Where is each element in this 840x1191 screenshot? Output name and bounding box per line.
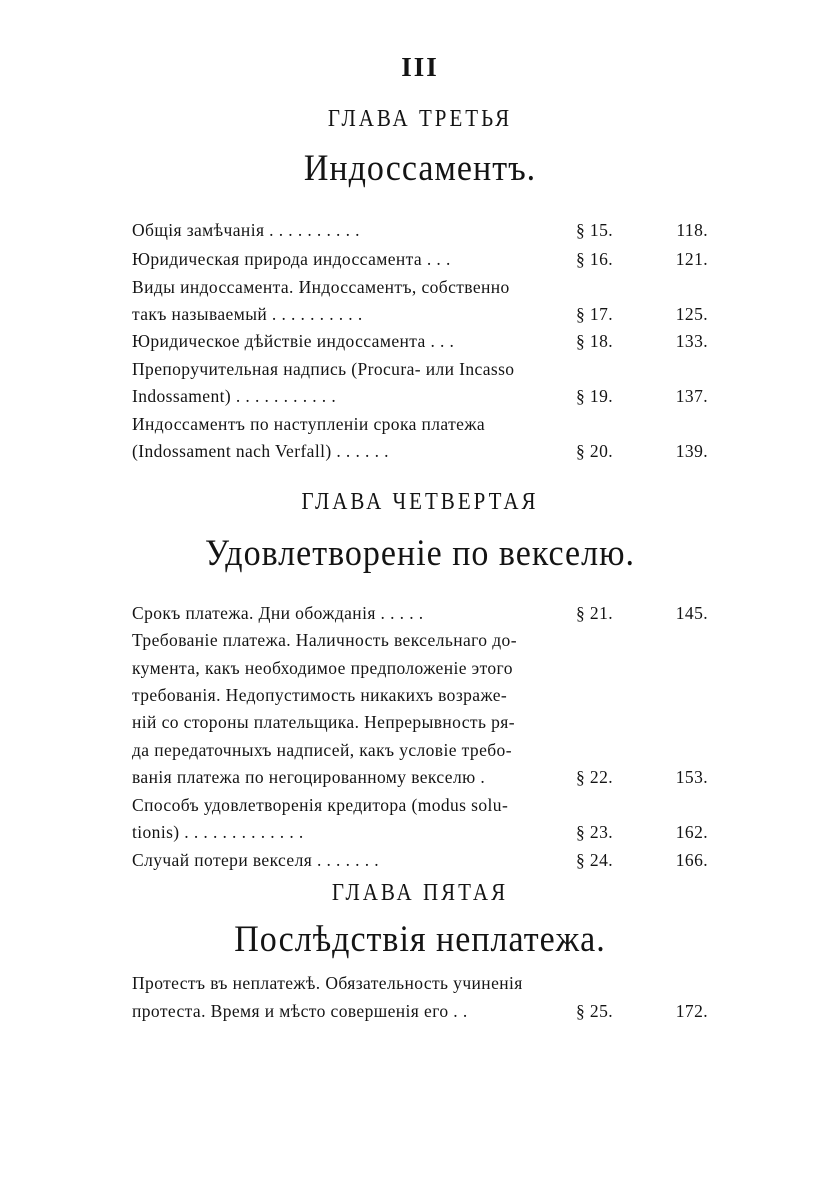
toc-entry-section: § 18. [576, 331, 613, 351]
toc-entry-page: 121. [675, 249, 708, 269]
toc-entry-text: Препоручительная надпись (Procura- или Incasso [132, 359, 515, 379]
chapter-4-title: Удовлетвореніе по векселю. [204, 533, 636, 574]
toc-entry-page: 118. [676, 220, 708, 240]
toc-entry-text: Случай потери векселя . . . . . . . [132, 850, 380, 870]
toc-entry-page: 166. [675, 850, 708, 870]
toc-entry-section: § 15. [576, 220, 613, 240]
toc-entry-section: § 17. [576, 304, 613, 324]
toc-entry-text: Юридическая природа индоссамента . . . [132, 249, 451, 269]
toc-entry-page: 139. [675, 441, 708, 461]
toc-entry-page: 172. [675, 1001, 708, 1021]
page-number: III [401, 52, 439, 82]
toc-entry-text: да передаточныхъ надписей, какъ условіе требо- [132, 740, 512, 760]
toc-entry-section: § 25. [576, 1001, 613, 1021]
toc-entry-section: § 24. [576, 850, 613, 870]
toc-entry-text: Требованіе платежа. Наличность вексельнаго до- [132, 630, 517, 650]
toc-entry-page: 145. [675, 603, 708, 623]
toc-entry-section: § 19. [576, 386, 613, 406]
toc-entry-section: § 23. [576, 822, 613, 842]
toc-entry-page: 137. [675, 386, 708, 406]
chapter-5-heading: ГЛАВА ПЯТАЯ [331, 878, 509, 906]
toc-entry-text: кумента, какъ необходимое предположеніе этого [132, 658, 513, 678]
toc-entry-text: ній со стороны плательщика. Непрерывность ря- [132, 712, 515, 732]
chapter-3-heading: ГЛАВА ТРЕТЬЯ [327, 104, 513, 132]
toc-entry-text: (Indossament nach Verfall) . . . . . . [132, 441, 389, 461]
toc-entry-page: 153. [675, 767, 708, 787]
toc-entry-text: Индоссаментъ по наступленіи срока платежа [132, 414, 486, 434]
toc-entry-text: tionis) . . . . . . . . . . . . . [132, 822, 304, 842]
chapter-3-title: Индоссаментъ. [303, 148, 537, 189]
toc-entry-text: ванія платежа по негоцированному векселю . [132, 767, 486, 787]
toc-entry-section: § 20. [576, 441, 613, 461]
toc-entry-text: Способъ удовлетворенія кредитора (modus solu- [132, 795, 509, 815]
toc-entry-section: § 16. [576, 249, 613, 269]
chapter-4-heading: ГЛАВА ЧЕТВЕРТАЯ [301, 487, 539, 515]
toc-entry-text: такъ называемый . . . . . . . . . . [132, 304, 363, 324]
toc-entry-section: § 21. [576, 603, 613, 623]
toc-entry-text: Indossament) . . . . . . . . . . . [132, 386, 337, 406]
toc-entry-text: требованія. Недопустимость никакихъ возраже- [132, 685, 508, 705]
toc-entry-page: 162. [675, 822, 708, 842]
toc-entry-text: Юридическое дѣйствіе индоссамента . . . [132, 331, 455, 351]
toc-entry-text: Виды индоссамента. Индоссаментъ, собственно [132, 277, 510, 297]
toc-entry-text: Срокъ платежа. Дни обожданія . . . . . [132, 603, 424, 623]
toc-entry-text: протеста. Время и мѣсто совершенія его . . [132, 1001, 468, 1021]
chapter-5-title: Послѣдствія неплатежа. [234, 919, 606, 960]
toc-entry-section: § 22. [576, 767, 613, 787]
toc-entry-text: Общія замѣчанія . . . . . . . . . . [132, 220, 360, 240]
toc-entry-page: 125. [675, 304, 708, 324]
toc-entry-text: Протестъ въ неплатежѣ. Обязательность учиненія [132, 973, 523, 993]
toc-entry-page: 133. [675, 331, 708, 351]
